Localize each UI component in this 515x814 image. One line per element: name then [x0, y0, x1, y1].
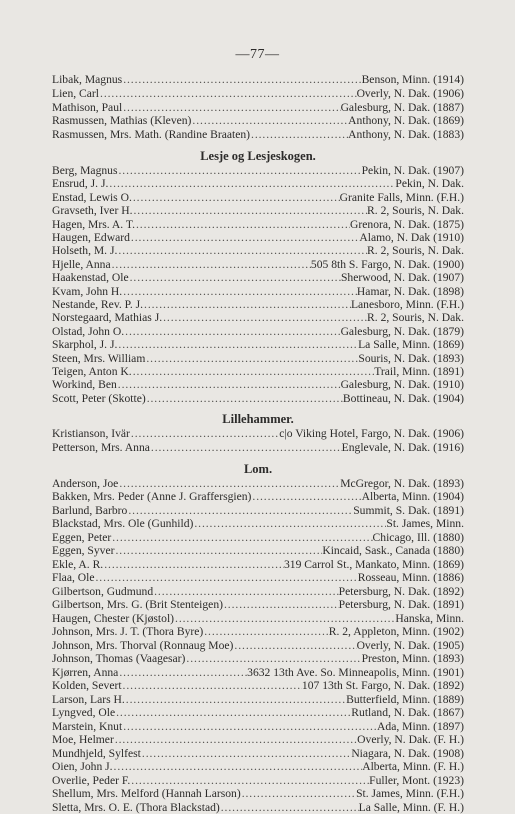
- entry-name: Johnson, Thomas (Vaagesar): [52, 652, 186, 666]
- leader-dots: [122, 285, 357, 298]
- entry-name: Eggen, Syver: [52, 544, 115, 558]
- entry-place: Souris, N. Dak. (1893): [358, 351, 464, 365]
- leader-dots: [135, 218, 350, 231]
- entry-name: Rasmussen, Mrs. Math. (Randine Braaten): [52, 128, 251, 142]
- leader-dots: [132, 365, 375, 378]
- entry-place: McGregor, N. Dak. (1893): [340, 476, 464, 490]
- leader-dots: [150, 441, 342, 455]
- entry-name: Rasmussen, Mathias (Kleven): [52, 114, 192, 128]
- entry-name: Bakken, Mrs. Peder (Anne J. Graffersgien): [52, 490, 252, 504]
- entry-place: St. James, Minn.: [386, 517, 464, 531]
- directory-entry: [52, 666, 464, 680]
- directory-entry: [52, 258, 464, 271]
- entry-place: Chicago, Ill. (1880): [372, 530, 464, 544]
- directory-entry: [52, 558, 464, 572]
- leader-dots: [162, 311, 367, 324]
- entry-place: R. 2, Appleton, Minn. (1902): [328, 625, 464, 639]
- leader-dots: [117, 338, 358, 351]
- leader-dots: [223, 598, 339, 612]
- entry-name: Overlie, Peder F.: [52, 773, 131, 787]
- entry-name: Mathison, Paul: [52, 100, 123, 114]
- entry-name: Teigen, Anton K.: [52, 365, 132, 379]
- leader-dots: [118, 666, 247, 680]
- directory-entry: [52, 365, 464, 378]
- directory-entry: [52, 787, 464, 801]
- entry-place: Butterfield, Minn. (1889): [346, 692, 464, 706]
- directory-entry: [52, 774, 464, 788]
- leader-dots: [122, 73, 361, 87]
- directory-entry: [52, 392, 464, 405]
- leader-dots: [191, 114, 348, 128]
- directory-section: [52, 461, 464, 814]
- leader-dots: [251, 490, 361, 504]
- leader-dots: [117, 378, 341, 391]
- entry-place: Englevale, N. Dak. (1916): [341, 440, 464, 454]
- directory-entry: [52, 544, 464, 558]
- leader-dots: [127, 504, 353, 518]
- directory-entry: [52, 128, 464, 142]
- leader-dots: [250, 128, 348, 142]
- entry-name: Gravseth, Iver H.: [52, 204, 133, 218]
- entry-place: Grenora, N. Dak. (1875): [350, 217, 464, 231]
- entry-place: Petersburg, N. Dak. (1891): [338, 598, 464, 612]
- leader-dots: [108, 177, 395, 190]
- leader-dots: [143, 298, 351, 311]
- entry-place: 505 8th S. Fargo, N. Dak. (1900): [310, 257, 464, 271]
- entry-place: Pekin, N. Dak.: [395, 177, 464, 191]
- directory-entry: [52, 427, 464, 441]
- entry-place: Galesburg, N. Dak. (1887): [340, 100, 464, 114]
- directory-entry: [52, 87, 464, 101]
- directory-entry: [52, 612, 464, 626]
- leader-dots: [203, 625, 328, 639]
- directory-entry: [52, 191, 464, 204]
- leader-dots: [233, 639, 356, 653]
- entry-name: Petterson, Mrs. Anna: [52, 440, 150, 454]
- entry-name: Kristianson, Ivär: [52, 427, 130, 441]
- entry-place: Galesburg, N. Dak. (1879): [340, 324, 464, 338]
- leader-dots: [129, 271, 341, 284]
- entry-name: Haakenstad, Ole: [52, 271, 129, 285]
- leader-dots: [122, 679, 302, 693]
- leader-dots: [103, 558, 284, 572]
- entry-name: Kolden, Severt: [52, 679, 122, 693]
- leader-dots: [113, 760, 363, 774]
- entry-name: Moe, Helmer: [52, 733, 114, 747]
- directory-entry: [52, 231, 464, 244]
- entry-name: Flaa, Ole: [52, 571, 95, 585]
- entry-place: Bottineau, N. Dak. (1904): [342, 391, 464, 405]
- leader-dots: [130, 774, 369, 788]
- leader-dots: [114, 733, 357, 747]
- entry-name: Lyngved, Ole: [52, 706, 116, 720]
- entry-name: Scott, Peter (Skotte): [52, 391, 146, 405]
- entry-name: Hagen, Mrs. A. T.: [52, 217, 135, 231]
- entry-name: Johnson, Mrs. J. T. (Thora Byre): [52, 625, 204, 639]
- leader-dots: [118, 477, 340, 491]
- directory-entry: [52, 114, 464, 128]
- directory-section: [52, 411, 464, 454]
- directory-entry: [52, 801, 464, 814]
- entry-place: R. 2, Souris, N. Dak.: [367, 244, 464, 258]
- leader-dots: [130, 427, 279, 441]
- entry-name: Gilbertson, Gudmund: [52, 584, 154, 598]
- leader-dots: [132, 191, 340, 204]
- entry-name: Lien, Carl: [52, 86, 100, 100]
- directory-entry: [52, 338, 464, 351]
- directory-entry: [52, 517, 464, 531]
- directory-entry: [52, 271, 464, 284]
- entry-name: Kjørren, Anna: [52, 665, 119, 679]
- entry-place: Overly, N. Dak. (1905): [356, 638, 464, 652]
- entry-name: Holseth, M. J.: [52, 244, 118, 258]
- entry-place: Alamo, N. Dak (1910): [359, 231, 464, 245]
- directory-entry: [52, 311, 464, 324]
- entry-place: St. James, Minn. (F.H.): [356, 787, 464, 801]
- directory-entry: [52, 73, 464, 87]
- leader-dots: [146, 392, 343, 405]
- entry-name: Larson, Lars H.: [52, 692, 125, 706]
- directory-entry: [52, 325, 464, 338]
- entry-name: Hjelle, Anna: [52, 257, 111, 271]
- entry-place: Hamar, N. Dak. (1898): [356, 284, 464, 298]
- entry-place: Petersburg, N. Dak. (1892): [338, 584, 464, 598]
- leader-dots: [111, 531, 372, 545]
- directory-entry: [52, 720, 464, 734]
- entry-name: Libak, Magnus: [52, 73, 123, 86]
- leader-dots: [117, 164, 361, 177]
- entry-place: Benson, Minn. (1914): [361, 73, 464, 86]
- entry-place: Sherwood, N. Dak. (1907): [340, 271, 464, 285]
- entry-place: La Salle, Minn. (F. H.): [358, 800, 464, 814]
- directory-entry: [52, 652, 464, 666]
- directory-entry: [52, 477, 464, 491]
- entry-name: Mundhjeld, Sylfest: [52, 746, 141, 760]
- directory-entry: [52, 760, 464, 774]
- section-heading: Lom.: [243, 461, 273, 476]
- entry-place: Anthony, N. Dak. (1869): [348, 114, 464, 128]
- entry-name: Norstegaard, Mathias J.: [52, 311, 163, 325]
- leader-dots: [220, 801, 359, 814]
- directory-entry: [52, 679, 464, 693]
- leader-dots: [115, 706, 351, 720]
- entry-place: Galesburg, N. Dak. (1910): [340, 378, 464, 392]
- leader-dots: [145, 352, 358, 365]
- entry-place: Ada, Minn. (1897): [377, 719, 464, 733]
- entry-name: Olstad, John O.: [52, 324, 125, 338]
- leader-dots: [122, 720, 377, 734]
- entry-place: Hanska, Minn.: [395, 611, 464, 625]
- entry-place: Pekin, N. Dak. (1907): [361, 163, 464, 177]
- directory-entry: [52, 598, 464, 612]
- entry-place: 107 13th St. Fargo, N. Dak. (1892): [301, 679, 464, 693]
- leader-dots: [95, 571, 358, 585]
- leader-dots: [125, 693, 346, 707]
- entry-name: Kvam, John H.: [52, 284, 123, 298]
- entry-place: R. 2, Souris, N. Dak.: [367, 311, 464, 325]
- leader-dots: [185, 652, 361, 666]
- entry-place: Lanesboro, Minn. (F.H.): [350, 298, 464, 312]
- section-heading: Lillehammer.: [222, 412, 294, 427]
- section-heading: Lesje og Lesjeskogen.: [200, 148, 316, 163]
- entry-name: Skarphol, J. J.: [52, 338, 118, 352]
- entry-name: Marstein, Knut: [52, 719, 123, 733]
- leader-dots: [111, 258, 311, 271]
- entry-place: Anthony, N. Dak. (1883): [348, 128, 464, 142]
- directory-entry: [52, 378, 464, 391]
- leader-dots: [122, 101, 340, 115]
- entry-place: Alberta, Minn. (F. H.): [362, 760, 464, 774]
- directory-entry: [52, 625, 464, 639]
- directory-entry: [52, 177, 464, 190]
- directory-section: [52, 148, 464, 405]
- leader-dots: [241, 787, 356, 801]
- entry-name: Gilbertson, Mrs. G. (Brit Stenteigen): [52, 598, 223, 612]
- entry-name: Barlund, Barbro: [52, 503, 128, 517]
- leader-dots: [141, 747, 351, 761]
- directory-listing: [52, 73, 464, 814]
- entry-place: Fuller, Mont. (1923): [369, 773, 464, 787]
- directory-entry: [52, 285, 464, 298]
- directory-entry: [52, 218, 464, 231]
- directory-entry: [52, 101, 464, 115]
- entry-name: Oien, John J.: [52, 760, 113, 774]
- entry-place: R. 2, Souris, N. Dak.: [367, 204, 464, 218]
- entry-name: Johnson, Mrs. Thorval (Ronnaug Moe): [52, 638, 234, 652]
- entry-name: Berg, Magnus: [52, 163, 118, 177]
- directory-entry: [52, 693, 464, 707]
- entry-place: Summit, S. Dak. (1891): [353, 503, 464, 517]
- directory-entry: [52, 747, 464, 761]
- directory-entry: [52, 571, 464, 585]
- entry-name: Nestande, Rev. P. J.: [52, 298, 144, 312]
- directory-entry: [52, 531, 464, 545]
- directory-entry: [52, 441, 464, 455]
- leader-dots: [124, 325, 340, 338]
- entry-name: Enstad, Lewis O.: [52, 190, 132, 204]
- leader-dots: [132, 204, 367, 217]
- entry-place: Rutland, N. Dak. (1867): [351, 706, 464, 720]
- leader-dots: [193, 517, 386, 531]
- directory-entry: [52, 504, 464, 518]
- directory-entry: [52, 639, 464, 653]
- entry-name: Ekle, A. R.: [52, 557, 104, 571]
- entry-name: Sletta, Mrs. O. E. (Thora Blackstad): [52, 800, 220, 814]
- entry-name: Steen, Mrs. William: [52, 351, 146, 365]
- entry-name: Haugen, Edward: [52, 231, 130, 245]
- directory-entry: [52, 585, 464, 599]
- directory-entry: [52, 164, 464, 177]
- entry-place: Rosseau, Minn. (1886): [357, 571, 464, 585]
- directory-entry: [52, 706, 464, 720]
- entry-place: Preston, Minn. (1893): [361, 652, 464, 666]
- leader-dots: [117, 244, 367, 257]
- entry-name: Eggen, Peter: [52, 530, 112, 544]
- directory-entry: [52, 490, 464, 504]
- entry-name: Shellum, Mrs. Melford (Hannah Larson): [52, 787, 241, 801]
- entry-name: Anderson, Joe: [52, 476, 119, 490]
- entry-place: Alberta, Minn. (1904): [361, 490, 464, 504]
- directory-entry: [52, 298, 464, 311]
- entry-place: 3632 13th Ave. So. Minneapolis, Minn. (1901): [247, 665, 464, 679]
- leader-dots: [130, 231, 359, 244]
- entry-place: Overly, N. Dak. (1906): [356, 86, 464, 100]
- directory-section: [52, 73, 464, 142]
- entry-place: c|o Viking Hotel, Fargo, N. Dak. (1906): [279, 427, 464, 441]
- entry-place: 319 Carrol St., Mankato, Minn. (1869): [283, 557, 464, 571]
- entry-place: Granite Falls, Minn. (F.H.): [339, 190, 464, 204]
- directory-entry: [52, 352, 464, 365]
- entry-name: Workind, Ben: [52, 378, 117, 392]
- page-number: —77—: [235, 47, 280, 62]
- leader-dots: [153, 585, 339, 599]
- entry-place: Trail, Minn. (1891): [374, 365, 464, 379]
- leader-dots: [174, 612, 395, 626]
- entry-place: La Salle, Minn. (1869): [358, 338, 464, 352]
- directory-entry: [52, 204, 464, 217]
- entry-place: Niagara, N. Dak. (1908): [351, 746, 464, 760]
- directory-entry: [52, 733, 464, 747]
- leader-dots: [99, 87, 357, 101]
- entry-place: Overly, N. Dak. (F. H.): [357, 733, 464, 747]
- entry-name: Blackstad, Mrs. Ole (Gunhild): [52, 517, 194, 531]
- entry-place: Kincaid, Sask., Canada (1880): [322, 544, 464, 558]
- entry-name: Haugen, Chester (Kjøstol): [52, 611, 175, 625]
- entry-name: Ensrud, J. J.: [52, 177, 109, 191]
- leader-dots: [114, 544, 322, 558]
- directory-entry: [52, 244, 464, 257]
